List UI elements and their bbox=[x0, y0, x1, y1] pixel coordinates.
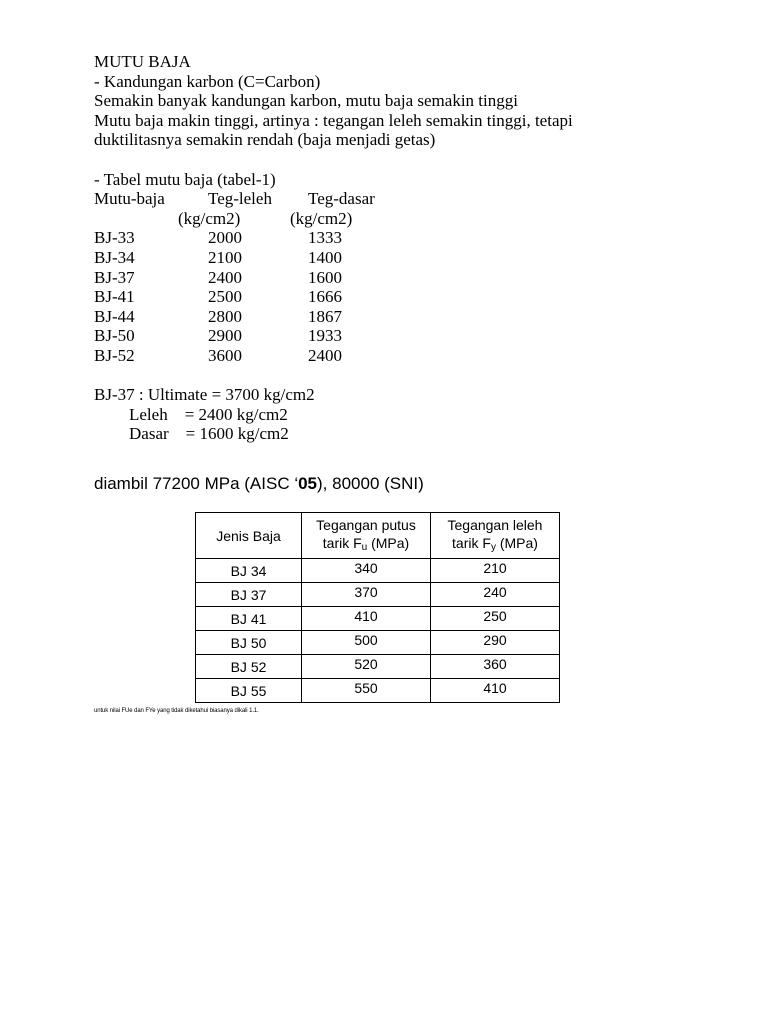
document-body bbox=[94, 52, 573, 444]
cell-jenis-baja: BJ 34 bbox=[196, 559, 302, 583]
table1-cell-grade: BJ-37 bbox=[94, 267, 135, 287]
steel-table-row bbox=[196, 607, 560, 631]
table1-cell-grade: BJ-33 bbox=[94, 228, 135, 248]
table1-units-row bbox=[94, 209, 573, 229]
header-tegangan-leleh-line1: Tegangan leleh bbox=[447, 517, 543, 533]
table1-cell-grade: BJ-34 bbox=[94, 247, 135, 267]
modulus-heading-year: 05 bbox=[298, 474, 318, 493]
cell-tegangan-leleh: 360 bbox=[431, 655, 560, 679]
table1-header-row bbox=[94, 189, 573, 209]
table1-cell-grade: BJ-50 bbox=[94, 326, 135, 346]
table1-cell-dasar: 1600 bbox=[308, 267, 342, 287]
table1-cell-leleh: 2400 bbox=[208, 267, 242, 287]
header-sub-y: y bbox=[490, 542, 496, 553]
footnote: untuk nilai FUe dan FYe yang tidak diketahui biasanya dikali 1.1. bbox=[94, 708, 259, 714]
modulus-heading-part1: diambil 77200 MPa (AISC ‘ bbox=[94, 474, 299, 493]
table1-row bbox=[94, 248, 573, 268]
steel-table-row bbox=[196, 655, 560, 679]
table1-cell-dasar: 1400 bbox=[308, 247, 342, 267]
cell-tegangan-putus: 520 bbox=[302, 655, 431, 679]
steel-table-row bbox=[196, 679, 560, 703]
header-tegangan-putus-line2b: (MPa) bbox=[367, 535, 410, 551]
cell-tegangan-leleh: 290 bbox=[431, 631, 560, 655]
table1-cell-dasar: 1666 bbox=[308, 287, 342, 307]
cell-tegangan-putus: 410 bbox=[302, 607, 431, 631]
intro-line-3: Mutu baja makin tinggi, artinya : tegangan leleh semakin tinggi, tetapi bbox=[94, 110, 573, 130]
table1-cell-dasar: 1867 bbox=[308, 306, 342, 326]
table1-cell-leleh: 2100 bbox=[208, 247, 242, 267]
table1-cell-grade: BJ-52 bbox=[94, 345, 135, 365]
cell-jenis-baja: BJ 50 bbox=[196, 631, 302, 655]
table1-row bbox=[94, 326, 573, 346]
table1-cell-grade: BJ-41 bbox=[94, 287, 135, 307]
cell-jenis-baja: BJ 37 bbox=[196, 583, 302, 607]
header-tegangan-leleh-line2a: tarik F bbox=[452, 535, 491, 551]
header-jenis-baja: Jenis Baja bbox=[196, 513, 302, 559]
header-tegangan-leleh-line2b: (MPa) bbox=[495, 535, 538, 551]
cell-tegangan-putus: 550 bbox=[302, 679, 431, 703]
table1-cell-grade: BJ-44 bbox=[94, 306, 135, 326]
table1-header-leleh: Teg-leleh bbox=[208, 189, 272, 209]
bj37-leleh: Leleh = 2400 kg/cm2 bbox=[129, 404, 288, 424]
cell-jenis-baja: BJ 55 bbox=[196, 679, 302, 703]
steel-table-header-row bbox=[196, 513, 560, 559]
steel-table-row bbox=[196, 583, 560, 607]
steel-table-row bbox=[196, 631, 560, 655]
table1-row bbox=[94, 268, 573, 288]
table1-unit-leleh: (kg/cm2) bbox=[178, 208, 241, 228]
modulus-heading-part2: ), 80000 (SNI) bbox=[317, 474, 424, 493]
intro-line-4: duktilitasnya semakin rendah (baja menjadi getas) bbox=[94, 130, 436, 150]
bj37-ultimate: BJ-37 : Ultimate = 3700 kg/cm2 bbox=[94, 385, 315, 405]
cell-tegangan-leleh: 210 bbox=[431, 559, 560, 583]
cell-tegangan-putus: 500 bbox=[302, 631, 431, 655]
intro-line-2: Semakin banyak kandungan karbon, mutu baja semakin tinggi bbox=[94, 91, 518, 111]
table1-header-dasar: Teg-dasar bbox=[308, 189, 375, 209]
cell-jenis-baja: BJ 41 bbox=[196, 607, 302, 631]
table1-unit-dasar: (kg/cm2) bbox=[290, 208, 353, 228]
table1-cell-leleh: 3600 bbox=[208, 345, 242, 365]
table1-row bbox=[94, 307, 573, 327]
header-tegangan-leleh bbox=[431, 513, 560, 559]
table1-cell-dasar: 2400 bbox=[308, 345, 342, 365]
header-tegangan-putus-line2a: tarik F bbox=[322, 535, 362, 551]
doc-title: MUTU BAJA bbox=[94, 52, 191, 71]
table1-cell-leleh: 2900 bbox=[208, 326, 242, 346]
bj37-dasar: Dasar = 1600 kg/cm2 bbox=[129, 424, 289, 444]
table1-cell-dasar: 1333 bbox=[308, 228, 342, 248]
table1-cell-leleh: 2800 bbox=[208, 306, 242, 326]
table1-header-mutu: Mutu-baja bbox=[94, 189, 165, 209]
table1-rows bbox=[94, 228, 573, 365]
header-tegangan-putus bbox=[302, 513, 431, 559]
table1-caption: - Tabel mutu baja (tabel-1) bbox=[94, 169, 276, 189]
cell-tegangan-leleh: 250 bbox=[431, 607, 560, 631]
table1-row bbox=[94, 228, 573, 248]
cell-tegangan-putus: 340 bbox=[302, 559, 431, 583]
header-sub-u: u bbox=[361, 542, 368, 553]
cell-jenis-baja: BJ 52 bbox=[196, 655, 302, 679]
cell-tegangan-leleh: 410 bbox=[431, 679, 560, 703]
intro-line-1: - Kandungan karbon (C=Carbon) bbox=[94, 71, 321, 91]
steel-table-body bbox=[196, 559, 560, 703]
cell-tegangan-putus: 370 bbox=[302, 583, 431, 607]
steel-table-row bbox=[196, 559, 560, 583]
table1-cell-leleh: 2500 bbox=[208, 287, 242, 307]
header-tegangan-putus-line1: Tegangan putus bbox=[316, 517, 416, 533]
table1-row bbox=[94, 346, 573, 366]
steel-grade-table bbox=[195, 512, 560, 703]
table1-cell-dasar: 1933 bbox=[308, 326, 342, 346]
modulus-heading bbox=[94, 474, 424, 494]
cell-tegangan-leleh: 240 bbox=[431, 583, 560, 607]
table1-cell-leleh: 2000 bbox=[208, 228, 242, 248]
table1-row bbox=[94, 287, 573, 307]
